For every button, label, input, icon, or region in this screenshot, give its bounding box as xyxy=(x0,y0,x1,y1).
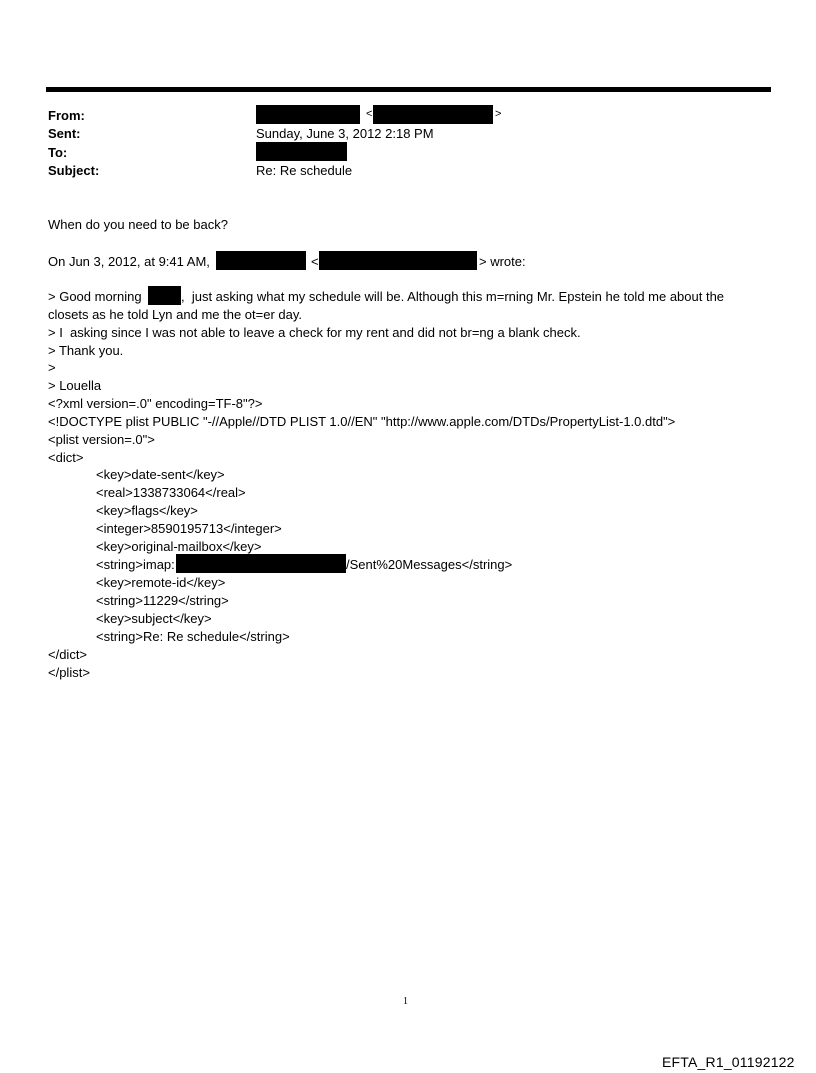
from-gt: > xyxy=(495,108,502,120)
from-lt: < xyxy=(366,108,373,120)
redaction-from-email xyxy=(373,105,493,124)
string-remote-id: <string>11229</string> xyxy=(96,593,229,608)
key-remote-id: <key>remote-id</key> xyxy=(96,575,226,590)
xml-doctype: <!DOCTYPE plist PUBLIC "-//Apple//DTD PLIST 1.0//EN" "http://www.apple.com/DTDs/PropertyList-1.0.dtd"> xyxy=(48,414,676,429)
quoted-line-3: > I asking since I was not able to leave a check for my rent and did not br=ng a blank check. xyxy=(48,325,581,340)
redaction-quote-name xyxy=(216,251,306,270)
page-number: 1 xyxy=(403,996,408,1007)
key-date-sent: <key>date-sent</key> xyxy=(96,467,225,482)
xml-declaration: <?xml version=.0" encoding=TF-8"?> xyxy=(48,396,263,411)
header-rule xyxy=(46,87,771,92)
key-subject: <key>subject</key> xyxy=(96,611,212,626)
quoted-line-6: > Louella xyxy=(48,378,102,393)
to-label: To: xyxy=(48,145,68,160)
sent-value: Sunday, June 3, 2012 2:18 PM xyxy=(256,126,434,141)
plist-open: <plist version=.0"> xyxy=(48,432,155,447)
quoted-line-1-prefix: > Good morning xyxy=(48,289,142,304)
quoted-line-4: > Thank you. xyxy=(48,343,124,358)
key-original-mailbox: <key>original-mailbox</key> xyxy=(96,539,262,554)
redaction-to xyxy=(256,142,347,161)
sent-label: Sent: xyxy=(48,126,81,141)
string-subject: <string>Re: Re schedule</string> xyxy=(96,629,290,644)
from-label: From: xyxy=(48,108,85,123)
redaction-from-name xyxy=(256,105,360,124)
redaction-greeting-name xyxy=(148,286,181,305)
dict-open: <dict> xyxy=(48,450,84,465)
quote-intro-prefix: On Jun 3, 2012, at 9:41 AM, xyxy=(48,254,210,269)
plist-close: </plist> xyxy=(48,665,90,680)
key-flags: <key>flags</key> xyxy=(96,503,198,518)
subject-label: Subject: xyxy=(48,163,100,178)
quoted-line-5: > xyxy=(48,360,56,375)
reply-question: When do you need to be back? xyxy=(48,217,228,232)
string-imap-suffix: /Sent%20Messages</string> xyxy=(346,557,513,572)
quoted-line-1-rest: , just asking what my schedule will be. Although this m=rning Mr. Epstein he told me about the xyxy=(181,289,725,304)
quoted-line-2: closets as he told Lyn and me the ot=er day. xyxy=(48,307,303,322)
dict-close: </dict> xyxy=(48,647,88,662)
integer-value: <integer>8590195713</integer> xyxy=(96,521,282,536)
redaction-quote-email xyxy=(319,251,477,270)
quote-intro-suffix: > wrote: xyxy=(479,254,526,269)
string-imap-prefix: <string>imap: xyxy=(96,557,175,572)
bates-number: EFTA_R1_01192122 xyxy=(662,1054,795,1070)
subject-value: Re: Re schedule xyxy=(256,163,353,178)
real-value: <real>1338733064</real> xyxy=(96,485,246,500)
quote-intro-lt: < xyxy=(311,254,319,269)
redaction-imap-account xyxy=(176,554,346,573)
